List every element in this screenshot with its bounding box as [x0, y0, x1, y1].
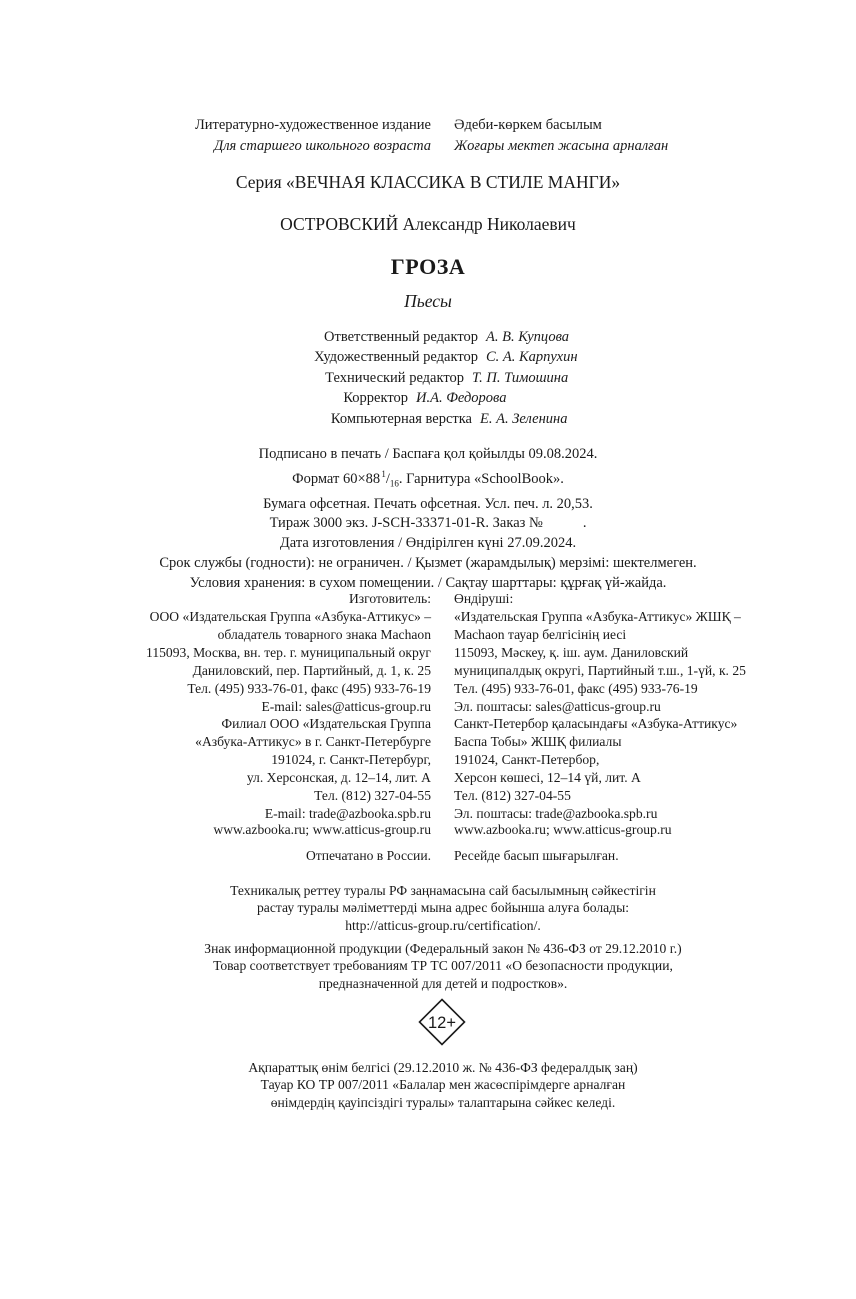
manufacturer-ru-line: Тел. (495) 933-76-01, факс (495) 933-76-19 — [187, 681, 431, 696]
manufacturer-ru-line: Изготовитель: — [348, 591, 431, 606]
edition-type-kz: Әдеби-көркем басылым — [454, 117, 602, 133]
staff-name: Т. П. Тимошина — [472, 369, 569, 386]
info-kz-line: Ақпараттық өнім белгісі (29.12.2010 ж. № 436-ФЗ федералдық заң) — [248, 1060, 638, 1075]
printed-in-ru: Отпечатано в России. — [305, 848, 431, 863]
manufacturer-kz-line: муниципалдық округі, Партийный т.ш., 1-үй, к. 25 — [454, 663, 746, 678]
print-storage: Условия хранения: в сухом помещении. / Сақтау шарттары: құрғақ үй-жайда. — [189, 575, 667, 592]
manufacturer-kz-line: 115093, Мәскеу, қ. іш. аум. Даниловский — [454, 645, 689, 660]
info-kz-line: Тауар КО ТР 007/2011 «Балалар мен жасөспірімдерге арналған — [260, 1077, 626, 1093]
age-rating-diamond-icon — [418, 998, 466, 1046]
book-subtitle: Пьесы — [404, 291, 452, 311]
print-signed: Подписано в печать / Баспаға қол қойылды 09.08.2024. — [258, 446, 598, 462]
info-ru-line: Знак информационной продукции (Федеральный закон № 436-ФЗ от 29.12.2010 г.) — [204, 941, 682, 956]
edition-type-ru: Литературно-художественное издание — [194, 117, 431, 133]
edition-ru — [195, 115, 431, 157]
edition-audience-kz: Жоғары мектеп жасына арналған — [454, 138, 669, 154]
info-ru-line: Товар соответствует требованиям ТР ТС 007/2011 «О безопасности продукции, — [213, 958, 673, 974]
author-line: ОСТРОВСКИЙ Александр Николаевич — [280, 214, 576, 234]
info-product-kz — [0, 1059, 856, 1111]
manufacturer-kz — [454, 590, 746, 716]
branch-kz-line: 191024, Санкт-Петербор, — [454, 752, 600, 767]
print-paper: Бумага офсетная. Печать офсетная. Усл. печ. л. 20,53. — [263, 495, 593, 512]
manufacturer-kz-line: Өндіруші: — [454, 591, 514, 606]
print-details — [0, 445, 856, 594]
web-links-ru[interactable]: www.azbooka.ru; www.atticus-group.ru — [213, 822, 431, 837]
manufacturer-kz-line: Machaon тауар белгісінің иесі — [454, 627, 627, 642]
branch-ru-email[interactable]: E-mail: trade@azbooka.spb.ru — [264, 806, 431, 821]
staff-role: Технический редактор — [325, 369, 464, 386]
age-rating-badge — [418, 998, 466, 1046]
certification-line: растау туралы мәліметтерді мына адрес бойынша алуға болады: — [257, 900, 629, 916]
staff-name: А. В. Купцова — [486, 329, 570, 345]
certification-line: Техникалық реттеу туралы РФ заңнамасына сай басылымның сәйкестігін — [230, 883, 656, 898]
print-life: Срок службы (годности): не ограничен. / Қызмет (жарамдылық) мерзімі: шектелмеген. — [159, 555, 697, 572]
manufacturer-ru-line: Даниловский, пер. Партийный, д. 1, к. 25 — [192, 663, 431, 678]
certification-url[interactable]: http://atticus-group.ru/certification/. — [345, 917, 541, 933]
branch-ru-line: 191024, г. Санкт-Петербург, — [271, 752, 431, 767]
edition-kz — [454, 115, 668, 157]
manufacturer-kz-line: Тел. (495) 933-76-01, факс (495) 933-76-19 — [454, 681, 698, 696]
printed-in-kz: Ресейде басып шығарылған. — [454, 848, 619, 863]
branch-ru-line: Филиал ООО «Издательская Группа — [221, 716, 431, 731]
book-title: ГРОЗА — [390, 254, 466, 279]
series-line: Серия «ВЕЧНАЯ КЛАССИКА В СТИЛЕ МАНГИ» — [235, 172, 621, 192]
age-rating-label: 12+ — [428, 1014, 456, 1032]
print-format: Формат 60×88 $^1/_{16}$. Гарнитура «SchoolBook». — [292, 468, 564, 489]
branch-kz-line: Санкт-Петербор қаласындағы «Азбука-Аттикус» — [454, 716, 738, 731]
staff-role: Компьютерная верстка — [330, 410, 472, 427]
staff-role: Художественный редактор — [314, 349, 478, 366]
certification-note — [0, 882, 856, 934]
web-links-kz[interactable]: www.azbooka.ru; www.atticus-group.ru — [454, 822, 672, 837]
manufacturer-kz-line: «Издательская Группа «Азбука-Аттикус» ЖШҚ – — [454, 609, 741, 624]
branch-ru — [195, 715, 431, 823]
edition-audience-ru: Для старшего школьного возраста — [213, 138, 431, 154]
branch-kz-line: Тел. (812) 327-04-55 — [454, 788, 571, 803]
info-ru-line: предназначенной для детей и подростков». — [318, 975, 568, 991]
info-kz-line: өнімдердің қауіпсіздігі туралы» талаптарына сәйкес келеді. — [270, 1094, 616, 1110]
manufacturer-ru-email[interactable]: E-mail: sales@atticus-group.ru — [261, 699, 431, 714]
staff-name: Е. А. Зеленина — [480, 410, 568, 427]
branch-kz-email[interactable]: Эл. поштасы: trade@azbooka.spb.ru — [454, 806, 658, 821]
branch-ru-line: ул. Херсонская, д. 12–14, лит. А — [246, 770, 431, 785]
manufacturer-ru — [146, 590, 431, 716]
branch-kz — [454, 715, 737, 823]
branch-ru-line: Тел. (812) 327-04-55 — [314, 788, 431, 803]
staff-roles — [314, 327, 478, 429]
manufacturer-ru-line: 115093, Москва, вн. тер. г. муниципальный округ — [146, 645, 431, 660]
staff-name: И.А. Федорова — [416, 390, 507, 407]
staff-name: С. А. Карпухин — [486, 349, 578, 366]
print-run: Тираж 3000 экз. J-SCH-33371-01-R. Заказ № . — [269, 515, 587, 532]
branch-ru-line: «Азбука-Аттикус» в г. Санкт-Петербурге — [195, 734, 431, 749]
staff-role: Корректор — [343, 390, 408, 407]
branch-kz-line: Баспа Тобы» ЖШҚ филиалы — [454, 734, 622, 749]
staff-names — [416, 327, 578, 429]
info-product-ru — [0, 940, 856, 992]
print-made: Дата изготовления / Өндірілген күні 27.09.2024. — [279, 535, 577, 552]
manufacturer-ru-line: ООО «Издательская Группа «Азбука-Аттикус» – — [149, 609, 431, 624]
manufacturer-kz-email[interactable]: Эл. поштасы: sales@atticus-group.ru — [454, 699, 661, 714]
staff-role: Ответственный редактор — [324, 329, 478, 345]
manufacturer-ru-line: обладатель товарного знака Machaon — [217, 627, 431, 642]
branch-kz-line: Херсон көшесі, 12–14 үй, лит. А — [454, 770, 641, 785]
